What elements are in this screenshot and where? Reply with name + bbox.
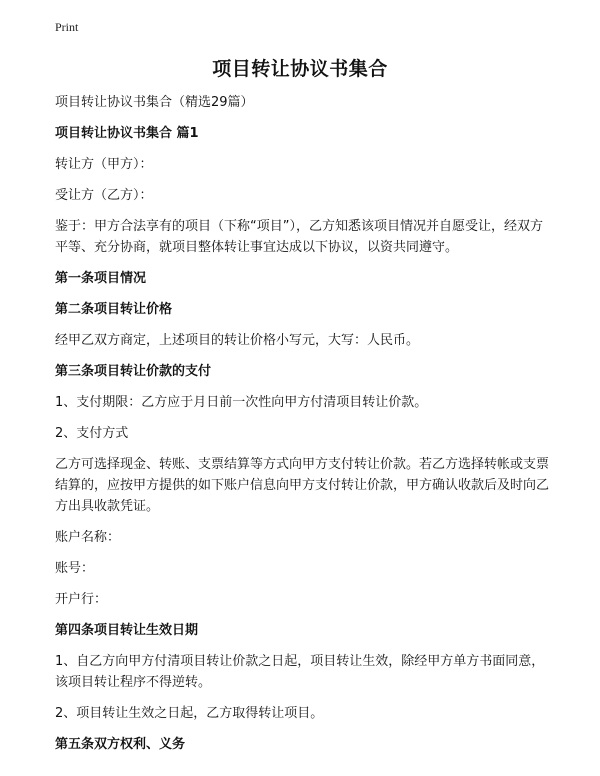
page-title: 项目转让协议书集合 <box>212 58 388 80</box>
article-4-item-1: 1、自乙方向甲方付清项目转让价款之日起，项目转让生效，除经甲方单方书面同意，该项目转让程序不得逆转。 <box>55 654 545 690</box>
account-name-line: 账户名称： <box>55 530 121 545</box>
article-4-heading: 第四条项目转让生效日期 <box>55 623 199 638</box>
transferee-line: 受让方（乙方）： <box>55 188 153 203</box>
document-subtitle: 项目转让协议书集合（精选29篇） <box>55 95 254 110</box>
print-link[interactable]: Print <box>55 20 79 34</box>
article-2-heading: 第二条项目转让价格 <box>55 302 173 317</box>
article-3-heading: 第三条项目转让价款的支付 <box>55 364 212 379</box>
article-2-text: 经甲乙双方商定，上述项目的转让价格小写元，大写：人民币。 <box>55 333 420 348</box>
article-5-heading: 第五条双方权利、义务 <box>55 737 186 752</box>
article-3-item-2: 2、支付方式 <box>55 426 129 441</box>
document-body <box>55 92 555 755</box>
bank-line: 开户行： <box>55 592 108 607</box>
preamble-paragraph: 鉴于：甲方合法享有的项目（下称“项目”），乙方知悉该项目情况并自愿受让，经双方平等、充分协商，就项目整体转让事宜达成以下协议，以资共同遵守。 <box>55 219 543 255</box>
transferor-line: 转让方（甲方）： <box>55 157 153 172</box>
section-heading: 项目转让协议书集合 篇1 <box>55 126 199 141</box>
article-4-item-2: 2、项目转让生效之日起，乙方取得转让项目。 <box>55 706 324 721</box>
account-number-line: 账号： <box>55 561 95 576</box>
article-3-item-2-text: 乙方可选择现金、转账、支票结算等方式向甲方支付转让价款。若乙方选择转帐或支票结算的，应按甲方提供的如下账户信息向甲方支付转让价款，甲方确认收款后及时向乙方出具收款凭证。 <box>55 457 550 514</box>
article-3-item-1: 1、支付期限：乙方应于月日前一次性向甲方付清项目转让价款。 <box>55 395 428 410</box>
article-1-heading: 第一条项目情况 <box>55 271 147 286</box>
